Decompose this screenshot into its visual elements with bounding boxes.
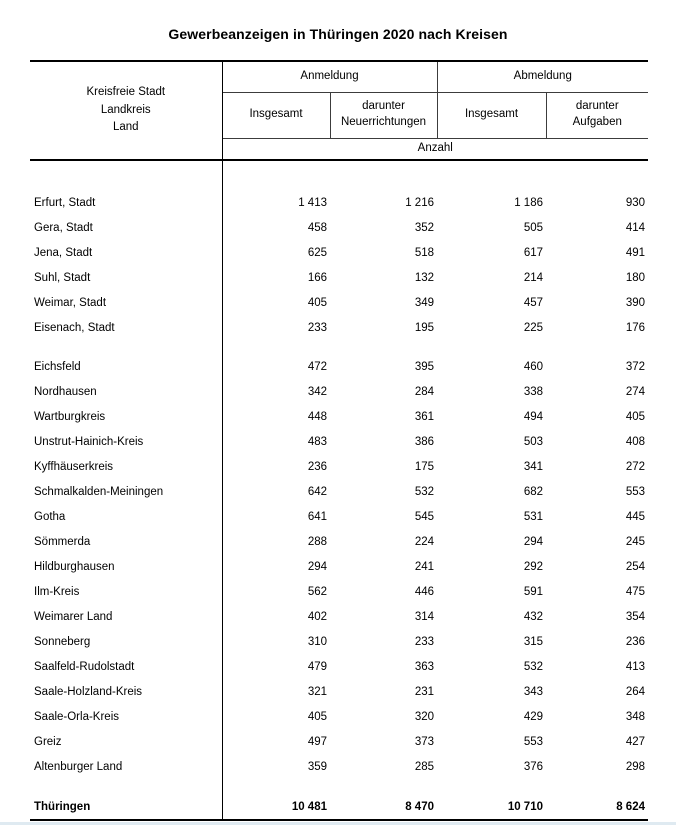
value-cell: 429 [523,710,543,723]
table-header [30,61,648,160]
value-cell: 245 [625,535,645,548]
value-cell: 1 413 [298,196,327,209]
total-row [30,795,648,820]
row-label: Kyffhäuserkreis [30,454,222,479]
value-cell: 617 [523,246,543,259]
value-cell: 320 [414,710,434,723]
value-cell: 682 [523,485,543,498]
subheader-anmeldung-neuerrichtungen: darunter Neuerrichtungen [330,92,437,138]
value-cell: 10 710 [507,801,543,813]
value-cell: 359 [307,760,327,773]
row-label: Eichsfeld [30,354,222,379]
value-cell: 349 [414,296,434,309]
value-cell: 402 [307,610,327,623]
table-row [30,754,648,779]
row-label: Greiz [30,729,222,754]
value-cell: 284 [414,385,434,398]
value-cell: 642 [307,485,327,498]
table-row [30,315,648,340]
table-row [30,379,648,404]
row-label: Weimarer Land [30,604,222,629]
value-cell: 224 [414,535,434,548]
value-cell: 503 [523,435,543,448]
row-label: Wartburgkreis [30,404,222,429]
value-cell: 292 [523,560,543,573]
value-cell: 8 624 [616,801,645,813]
table-row [30,479,648,504]
subheader-abmeldung-aufgaben: darunter Aufgaben [546,92,648,138]
value-cell: 518 [414,246,434,259]
value-cell: 354 [625,610,645,623]
stub-header-line: Land [112,121,139,134]
value-cell: 483 [307,435,327,448]
value-cell: 405 [307,296,327,309]
table-row [30,529,648,554]
value-cell: 180 [625,271,645,284]
value-cell: 625 [307,246,327,259]
spacer-row [30,340,648,354]
colgroup-header-abmeldung: Abmeldung [437,61,648,92]
value-cell: 233 [414,635,434,648]
value-cell: 175 [414,460,434,473]
row-label: Thüringen [30,795,222,820]
value-cell: 405 [625,410,645,423]
row-label: Hildburghausen [30,554,222,579]
value-cell: 427 [625,735,645,748]
table-row [30,404,648,429]
row-label: Saale-Holzland-Kreis [30,679,222,704]
spacer-cell [222,779,648,795]
value-cell: 294 [523,535,543,548]
value-cell: 195 [414,321,434,334]
value-cell: 532 [414,485,434,498]
value-cell: 236 [307,460,327,473]
value-cell: 448 [307,410,327,423]
stub-header [30,61,222,160]
value-cell: 338 [523,385,543,398]
table-row [30,579,648,604]
value-cell: 405 [307,710,327,723]
value-cell: 376 [523,760,543,773]
value-cell: 225 [523,321,543,334]
value-cell: 472 [307,360,327,373]
value-cell: 1 186 [514,196,543,209]
value-cell: 562 [307,585,327,598]
value-cell: 458 [307,221,327,234]
value-cell: 475 [625,585,645,598]
value-cell: 294 [307,560,327,573]
table-row [30,679,648,704]
value-cell: 361 [414,410,434,423]
spacer-cell [222,340,648,354]
value-cell: 288 [307,535,327,548]
value-cell: 641 [307,510,327,523]
value-cell: 132 [414,271,434,284]
spacer-cell [30,340,222,354]
value-cell: 231 [414,685,434,698]
value-cell: 545 [414,510,434,523]
value-cell: 348 [625,710,645,723]
value-cell: 321 [307,685,327,698]
value-cell: 1 216 [405,196,434,209]
value-cell: 505 [523,221,543,234]
table-row [30,290,648,315]
value-cell: 414 [625,221,645,234]
value-cell: 372 [625,360,645,373]
table-row [30,629,648,654]
page-title: Gewerbeanzeigen in Thüringen 2020 nach Kreisen [168,26,508,42]
value-cell: 930 [625,196,645,209]
value-cell: 272 [625,460,645,473]
value-cell: 310 [307,635,327,648]
row-label: Jena, Stadt [30,240,222,265]
row-label: Sömmerda [30,529,222,554]
value-cell: 214 [523,271,543,284]
gewerbeanzeigen-table [30,60,648,821]
row-label: Eisenach, Stadt [30,315,222,340]
table-row [30,215,648,240]
spacer-row [30,779,648,795]
value-cell: 342 [307,385,327,398]
row-label: Nordhausen [30,379,222,404]
value-cell: 363 [414,660,434,673]
row-label: Ilm-Kreis [30,579,222,604]
value-cell: 446 [414,585,434,598]
table-row [30,265,648,290]
value-cell: 386 [414,435,434,448]
table-row [30,504,648,529]
subheader-abmeldung-insgesamt: Insgesamt [437,92,546,138]
value-cell: 341 [523,460,543,473]
row-label: Unstrut-Hainich-Kreis [30,429,222,454]
table-row [30,654,648,679]
value-cell: 413 [625,660,645,673]
table-row [30,729,648,754]
row-label: Altenburger Land [30,754,222,779]
value-cell: 8 470 [405,801,434,813]
value-cell: 236 [625,635,645,648]
row-label: Sonneberg [30,629,222,654]
value-cell: 166 [307,271,327,284]
table-row [30,604,648,629]
value-cell: 395 [414,360,434,373]
row-label: Suhl, Stadt [30,265,222,290]
value-cell: 285 [414,760,434,773]
value-cell: 176 [625,321,645,334]
value-cell: 494 [523,410,543,423]
value-cell: 445 [625,510,645,523]
value-cell: 497 [307,735,327,748]
value-cell: 298 [625,760,645,773]
value-cell: 408 [625,435,645,448]
value-cell: 553 [523,735,543,748]
value-cell: 460 [523,360,543,373]
subheader-anmeldung-insgesamt: Insgesamt [222,92,330,138]
value-cell: 531 [523,510,543,523]
row-label: Saale-Orla-Kreis [30,704,222,729]
value-cell: 591 [523,585,543,598]
value-cell: 352 [414,221,434,234]
stub-header-line: Kreisfreie Stadt [86,85,166,98]
value-cell: 315 [523,635,543,648]
value-cell: 491 [625,246,645,259]
table-row [30,454,648,479]
value-cell: 532 [523,660,543,673]
value-cell: 314 [414,610,434,623]
value-cell: 432 [523,610,543,623]
stub-header-line: Landkreis [100,103,151,116]
value-cell: 241 [414,560,434,573]
spacer-cell [30,779,222,795]
value-cell: 479 [307,660,327,673]
value-cell: 10 481 [291,801,327,813]
table-row [30,704,648,729]
value-cell: 553 [625,485,645,498]
value-cell: 233 [307,321,327,334]
table-row [30,354,648,379]
value-cell: 390 [625,296,645,309]
row-label: Erfurt, Stadt [30,190,222,215]
value-cell: 373 [414,735,434,748]
row-label: Gotha [30,504,222,529]
row-label: Saalfeld-Rudolstadt [30,654,222,679]
value-cell: 274 [625,385,645,398]
spacer-cell [30,160,222,190]
table-row [30,190,648,215]
value-cell: 254 [625,560,645,573]
value-cell: 264 [625,685,645,698]
table-row [30,554,648,579]
value-cell: 457 [523,296,543,309]
spacer-row [30,160,648,190]
value-cell: 343 [523,685,543,698]
spacer-cell [222,160,648,190]
row-label: Weimar, Stadt [30,290,222,315]
row-label: Schmalkalden-Meiningen [30,479,222,504]
colgroup-header-anmeldung: Anmeldung [222,61,437,92]
table-row [30,240,648,265]
row-label: Gera, Stadt [30,215,222,240]
table-body [30,160,648,820]
table-row [30,429,648,454]
unit-header: Anzahl [222,138,648,160]
